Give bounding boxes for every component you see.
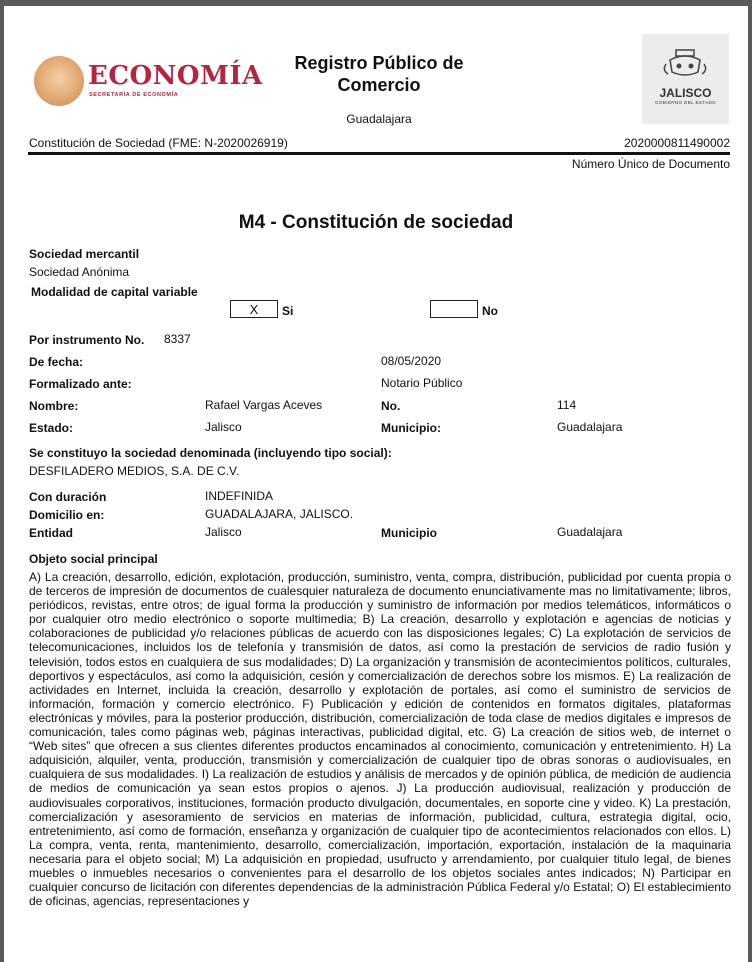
entidad-municipio-label: Municipio xyxy=(381,526,437,540)
instrumento-label: Por instrumento No. xyxy=(29,333,145,347)
modalidad-label: Modalidad de capital variable xyxy=(31,285,198,299)
header-title-line2: Comercio xyxy=(337,75,421,95)
jalisco-logo xyxy=(642,34,729,124)
capital-variable-si-checkbox: X xyxy=(230,300,278,318)
header-divider xyxy=(28,152,730,155)
instrumento-value: 8337 xyxy=(164,332,191,346)
nombre-label: Nombre: xyxy=(29,399,79,413)
sociedad-mercantil-value: Sociedad Anónima xyxy=(29,265,130,279)
fecha-label: De fecha: xyxy=(29,355,84,369)
capital-variable-si-label: Si xyxy=(282,304,294,318)
municipio-value: Guadalajara xyxy=(557,420,623,434)
duracion-label: Con duración xyxy=(29,490,107,504)
entidad-value: Jalisco xyxy=(205,525,242,539)
objeto-social-label: Objeto social principal xyxy=(29,552,158,566)
header-title xyxy=(234,52,524,96)
jalisco-logo-subtitle: GOBIERNO DEL ESTADO xyxy=(654,100,717,105)
document-title: M4 - Constitución de sociedad xyxy=(238,212,514,233)
economia-logo-subtitle: SECRETARÍA DE ECONOMÍA xyxy=(89,92,179,98)
objeto-social-text: A) La creación, desarrollo, edición, explotación, producción, suministro, venta, compra, distribución, publicidad por cuenta propia o de terceros de impresión de documentos de cualesquier naturaleza de documento enunciativamente mas no limitativamente; libros, periódicos, revistas, entre otros; de igual forma la producción y suministro de información por medios telemáticos, informáticos o por cualquier otro medio electrónico o soporte multimedia; B) La creación, desarrollo y explotación e agencias de noticias y colaboraciones de publicidad y/o relaciones públicas de acuerdo con las disposiciones legales; C) La explotación de servicios de telecomunicaciones, incluidos los de telefonía y transmisión de datos, así como la prestación de servicios de radio fusión y televisión, todos estos en cualquiera de sus modalidades; D) La organización y transmisión de acontecimientos políticos, culturales, deportivos y espectáculos, así como la adquisición, cesión y comercialización de derechos sobre los mismos. E) La realización de actividades en Internet, incluida la creación, desarrollo y explotación de portales, así como el suministro de servicios de información, formación y comercio electrónico. F) Publicación y edición de contenidos en formatos digitales, plataformas electrónicas y móviles, para la posterior producción, distribución, comercialización de toda clase de medios digitales e impresos de comunicación, tales como páginas web, páginas interactivas, publicidad digital, etc. G) La creación de sitios web, de internet o “Web sites” que ofrecen a sus clientes diferentes productos encaminados al conocimiento, comunicación y entretenimiento. H) La adquisición, alquiler, venta, producción, transmisión y comercialización de cualquier tipo de obras sonoras o audiovisuales, en cualquiera de sus modalidades. I) La realización de estudios y análisis de mercados y de opinión pública, de medición de audiencia de medios de comunicación ya sean estos propios o ajenos. J) La producción audiovisual, realización y producción de audiovisuales corporativos, instituciones, formación producto divulgación, documentales, en soporte cine y video. K) La prestación, comercialización y asesoramiento de servicios en materias de información, publicidad, cultura, estrategia digital, ocio, entretenimiento, así como de formación, enseñanza y organización de cualquier tipo de acontecimientos relacionados con ellos. L) La compra, venta, renta, mantenimiento, desarrollo, comercialización, importación, exportación, instalación de la maquinaria necesaria para el objeto social; M) La adquisición en propiedad, usufructo y arrendamiento, por cualquier titulo legal, de bienes muebles o inmuebles necesarios o convenientes para el desarrollo de los objetos sociales antes indicados; N) Participar en cualquier concurso de licitación con diferentes dependencias de la administración Pública Federal y/o Estatal; O) El establecimiento de oficinas, agencias, representaciones y xyxy=(29,570,731,909)
domicilio-value: GUADALAJARA, JALISCO. xyxy=(205,507,354,521)
nombre-value: Rafael Vargas Aceves xyxy=(205,398,323,412)
capital-variable-no-checkbox xyxy=(430,300,478,318)
formalizado-label: Formalizado ante: xyxy=(29,377,132,391)
capital-variable-no-label: No xyxy=(482,304,498,318)
document-number-label: Número Único de Documento xyxy=(571,157,730,171)
duracion-value: INDEFINIDA xyxy=(205,489,274,503)
document-number: 2020000811490002 xyxy=(624,136,730,150)
municipio-label: Municipio: xyxy=(381,421,441,435)
header-title-line1: Registro Público de xyxy=(294,53,464,73)
economia-logo-word: ECONOMÍA xyxy=(88,61,263,91)
notario-no-label: No. xyxy=(381,399,401,413)
denominacion-value: DESFILADERO MEDIOS, S.A. DE C.V. xyxy=(29,464,240,478)
jalisco-crest-icon xyxy=(642,34,729,124)
notario-no-value: 114 xyxy=(557,398,577,412)
entidad-municipio-value: Guadalajara xyxy=(557,525,623,539)
estado-label: Estado: xyxy=(29,421,74,435)
jalisco-logo-word: JALISCO xyxy=(659,86,712,100)
mexico-seal-logo xyxy=(34,56,84,106)
sociedad-mercantil-label: Sociedad mercantil xyxy=(29,247,140,261)
fecha-value: 08/05/2020 xyxy=(381,354,442,368)
header-city: Guadalajara xyxy=(346,112,412,126)
constitution-reference: Constitución de Sociedad (FME: N-2020026919) xyxy=(29,136,288,150)
document-page xyxy=(4,6,748,962)
formalizado-value: Notario Público xyxy=(381,376,463,390)
estado-value: Jalisco xyxy=(205,420,242,434)
domicilio-label: Domicilio en: xyxy=(29,508,105,522)
entidad-label: Entidad xyxy=(29,526,73,540)
denominacion-label: Se constituyo la sociedad denominada (incluyendo tipo social): xyxy=(29,446,392,460)
